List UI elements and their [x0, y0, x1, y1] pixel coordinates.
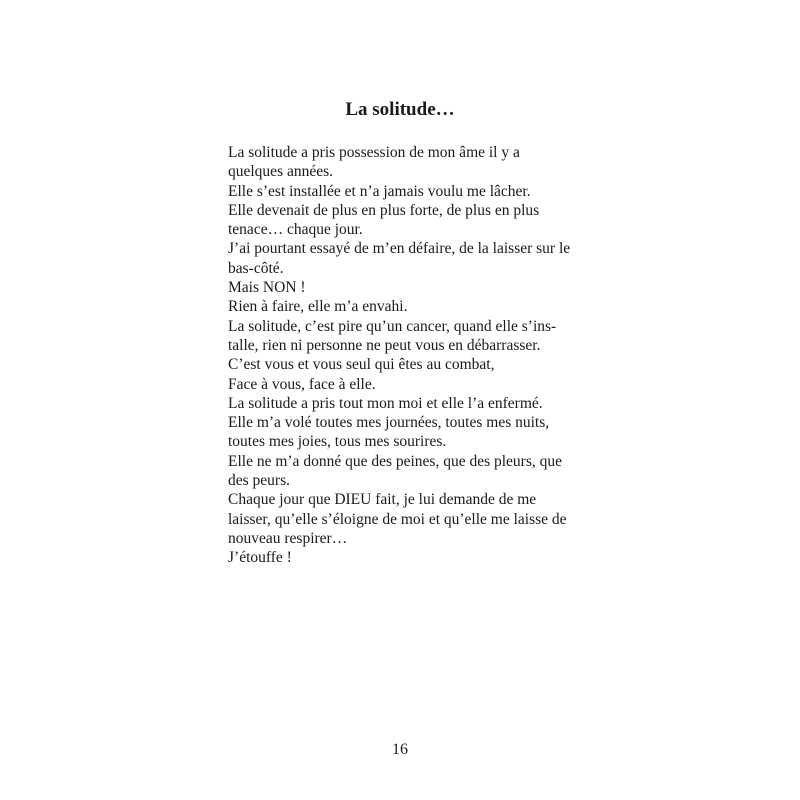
poem-body — [228, 143, 628, 568]
page-number: 16 — [392, 741, 408, 758]
poem-line: Elle m’a volé toutes mes journées, toutes mes nuits, — [228, 414, 550, 432]
poem-line: tenace… chaque jour. — [228, 221, 363, 239]
poem-title: La solitude… — [345, 99, 455, 120]
poem-line: Elle s’est installée et n’a jamais voulu me lâcher. — [228, 182, 531, 200]
poem-line: Elle devenait de plus en plus forte, de plus en plus — [228, 201, 540, 219]
poem-line: C’est vous et vous seul qui êtes au combat, — [228, 356, 495, 374]
poem-line: J’ai pourtant essayé de m’en défaire, de la laisser sur le — [228, 240, 571, 258]
poem-line: Chaque jour que DIEU fait, je lui demande de me — [228, 491, 537, 509]
poem-line: La solitude, c’est pire qu’un cancer, quand elle s’ins- — [228, 317, 557, 335]
poem-line: toutes mes joies, tous mes sourires. — [228, 433, 447, 451]
poem-line: laisser, qu’elle s’éloigne de moi et qu’elle me laisse de — [228, 510, 567, 528]
poem-line: Rien à faire, elle m’a envahi. — [228, 298, 408, 316]
poem-line: des peurs. — [228, 472, 290, 490]
poem-line: La solitude a pris possession de mon âme il y a — [228, 144, 520, 161]
poem-line: bas-côté. — [228, 259, 284, 277]
poem-line: quelques années. — [228, 163, 334, 181]
poem-line: Mais NON ! — [228, 279, 306, 297]
poem-line: Face à vous, face à elle. — [228, 375, 376, 393]
poem-line: La solitude a pris tout mon moi et elle l’a enfermé. — [228, 394, 543, 412]
poem-line: Elle ne m’a donné que des peines, que des pleurs, que — [228, 452, 563, 470]
poem-line: nouveau respirer… — [228, 529, 348, 547]
poem-line: talle, rien ni personne ne peut vous en débarrasser. — [228, 336, 541, 354]
poem-line: J’étouffe ! — [228, 549, 292, 567]
